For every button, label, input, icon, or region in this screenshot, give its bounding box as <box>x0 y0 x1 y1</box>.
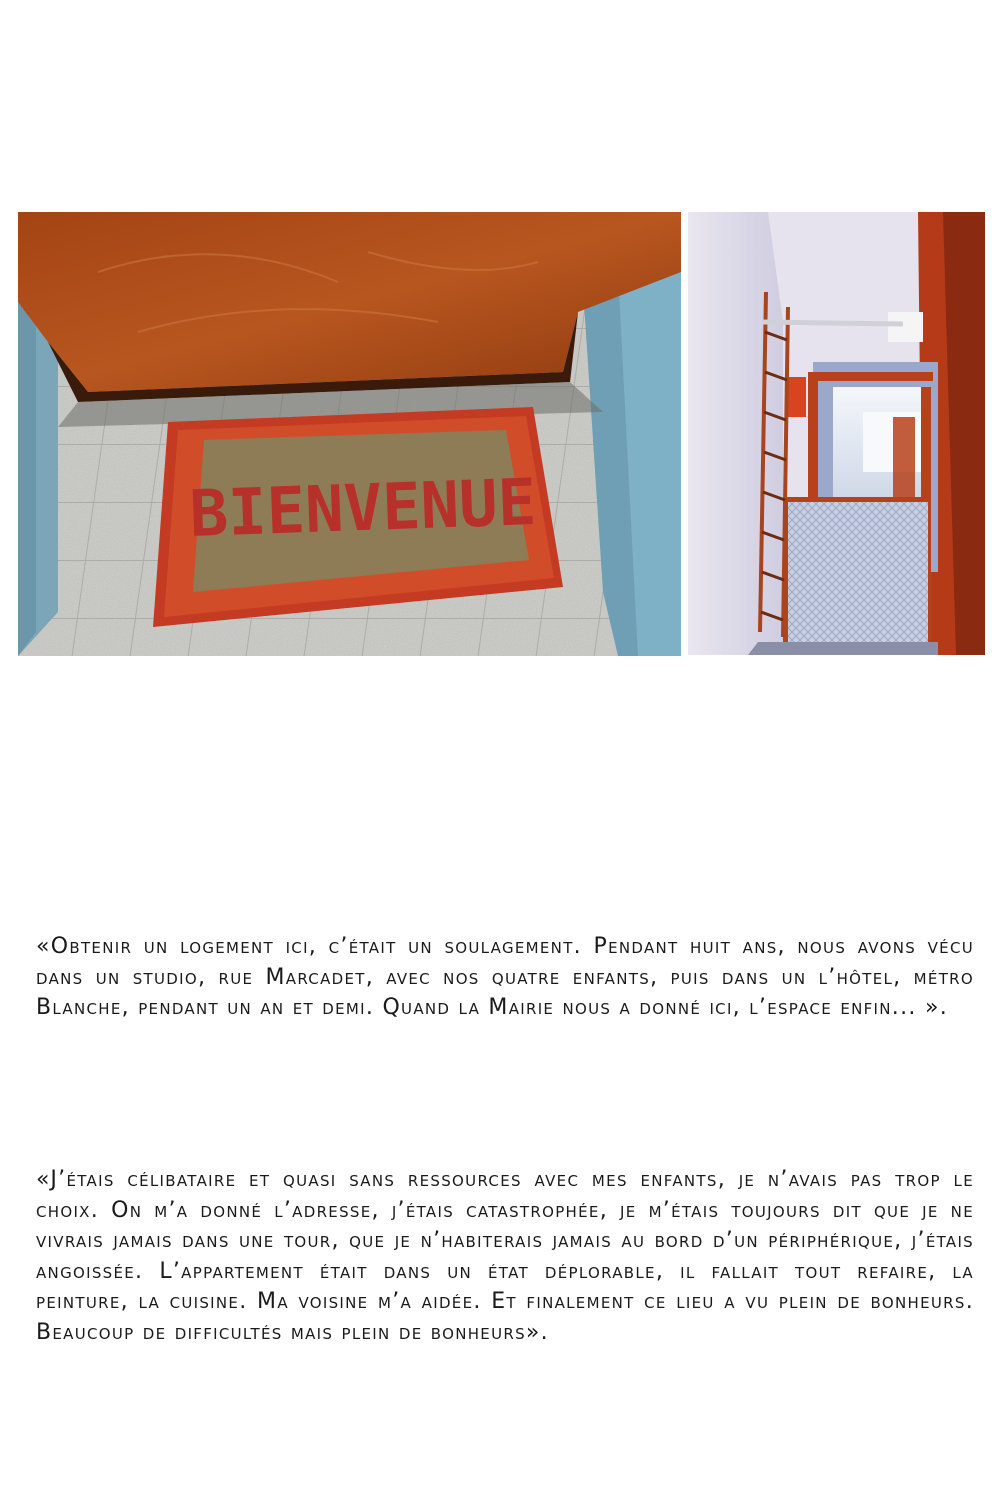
quote-paragraph-2: «J’étais célibataire et quasi sans ressources avec mes enfants, je n’avais pas trop le choix. On m’a donné l’adresse, j’étais catastrophée, je m’étais toujours dit que je ne vivrais jamais dans une tour, que je n’habiterais jamais au bord d’un périphérique, j’étais angoissée. L’appartement était dans un état déplorable, il fallait tout refaire, la peinture, la cuisine. Ma voisine m’a aidée. Et finalement ce lieu a vu plein de bonheurs. Beaucoup de difficultés mais plein de bonheurs». <box>36 1167 974 1345</box>
doormat-photo <box>18 212 681 656</box>
hallway-photo <box>688 212 985 655</box>
doormat-text: BIENVENUE <box>188 465 538 553</box>
quote-paragraph-1: «Obtenir un logement ici, c’était un soulagement. Pendant huit ans, nous avons vécu dans un studio, rue Marcadet, avec nos quatre enfants, puis dans un l’hôtel, métro Blanche, pendant un an et demi. Quand la Mairie nous a donné ici, l’espace enfin... ». <box>36 934 974 1020</box>
